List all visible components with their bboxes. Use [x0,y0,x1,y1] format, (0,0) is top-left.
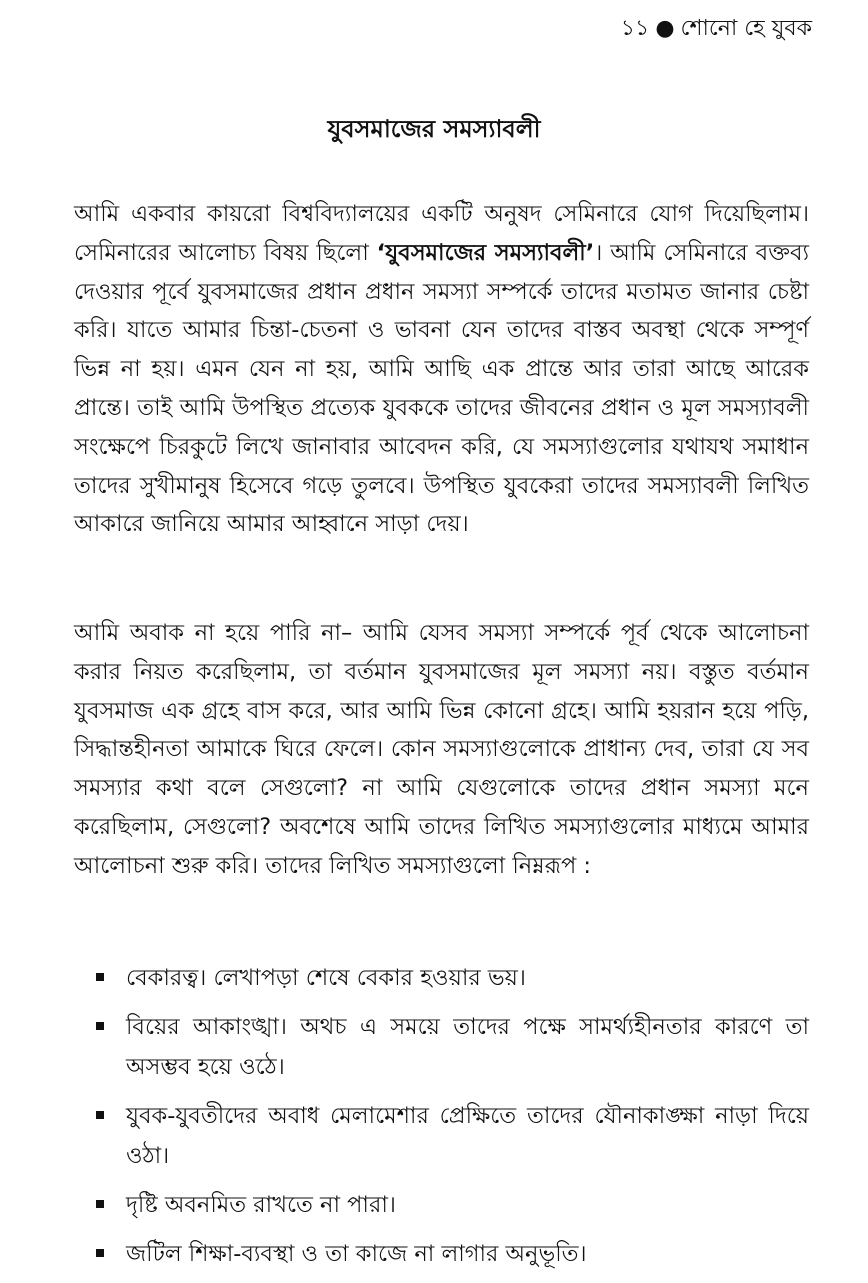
list-item-text: জটিল শিক্ষা-ব্যবস্থা ও তা কাজে না লাগার অনুভূতি। [126,1241,587,1267]
problems-list [74,958,809,1283]
list-item [74,1234,809,1274]
page-number: ১১ [620,16,650,41]
paragraph-reflection [74,614,809,886]
square-bullet-icon [96,973,104,981]
seminar-topic-emphasis: ‘যুবসমাজের সমস্যাবলী’ [376,239,595,266]
square-bullet-icon [96,1200,104,1208]
square-bullet-icon [96,1111,104,1119]
chapter-title: যুবসমাজের সমস্যাবলী [327,115,541,143]
square-bullet-icon [96,1249,104,1257]
list-item [74,958,809,998]
list-item-text: যুবক-যুবতীদের অবাধ মেলামেশার প্রেক্ষিতে তাদের যৌনাকাঙ্ক্ষা নাড়া দিয়ে ওঠা। [126,1103,809,1169]
list-item [74,1007,809,1087]
list-item [74,1096,809,1176]
list-item-text: বেকারত্ব। লেখাপড়া শেষে বেকার হওয়ার ভয়। [126,965,526,991]
paragraph-text: আমি অবাক না হয়ে পারি না– আমি যেসব সমস্যা সম্পর্কে পূর্ব থেকে আলোচনা করার নিয়ত করেছিলাম, তা বর্তমান যুবসমাজের মূল সমস্যা নয়। বস্তুত বর্তমান যুবসমাজ এক গ্রহে বাস করে, আর আমি ভিন্ন কোনো গ্রহে। আমি হয়রান হয়ে পড়ি, সিদ্ধান্তহীনতা আমাকে ঘিরে ফেলে। কোন সমস্যাগুলোকে প্রাধান্য দেব, তারা যে সব সমস্যার কথা বলে সেগুলো? না আমি যেগুলোকে তাদের প্রধান সমস্যা মনে করেছিলাম, সেগুলো? অবশেষে আমি তাদের লিখিত সমস্যাগুলোর মাধ্যমে আমার আলোচনা শুরু করি। তাদের লিখিত সমস্যাগুলো নিম্নরূপ : [74,620,809,879]
list-item-text: বিয়ের আকাংঙ্খা। অথচ এ সময়ে তাদের পক্ষে সামর্থ্যহীনতার কারণে তা অসম্ভব হয়ে ওঠে। [126,1014,809,1080]
paragraph-text: আমি একবার কায়রো বিশ্ববিদ্যালয়ের একটি অনুষদ সেমিনারে যোগ দিয়েছিলাম। সেমিনারের আলোচ্য বিষয় ছিলো [74,201,809,266]
paragraph-intro [74,195,809,544]
list-item [74,1185,809,1225]
book-title: শোনো হে যুবক [680,16,812,41]
bullet-dot-icon: ● [655,16,675,41]
square-bullet-icon [96,1022,104,1030]
paragraph-text: । আমি সেমিনারে বক্তব্য দেওয়ার পূর্বে যুবসমাজের প্রধান প্রধান সমস্যা সম্পর্কে তাদের মতামত জানার চেষ্টা করি। যাতে আমার চিন্তা-চেতনা ও ভাবনা যেন তাদের বাস্তব অবস্থা থেকে সম্পূর্ণ ভিন্ন না হয়। এমন যেন না হয়, আমি আছি এক প্রান্তে আর তারা আছে আরেক প্রান্তে। তাই আমি উপস্থিত প্রত্যেক যুবককে তাদের জীবনের প্রধান ও মূল সমস্যাবলী সংক্ষেপে চিরকুটে লিখে জানাবার আবেদন করি, যে সমস্যাগুলোর যথাযথ সমাধান তাদের সুখীমানুষ হিসেবে গড়ে তুলবে। উপস্থিত যুবকেরা তাদের সমস্যাবলী লিখিত আকারে জানিয়ে আমার আহ্বানে সাড়া দেয়। [74,239,810,538]
list-item-text: দৃষ্টি অবনমিত রাখতে না পারা। [126,1192,396,1218]
running-header [621,14,812,44]
